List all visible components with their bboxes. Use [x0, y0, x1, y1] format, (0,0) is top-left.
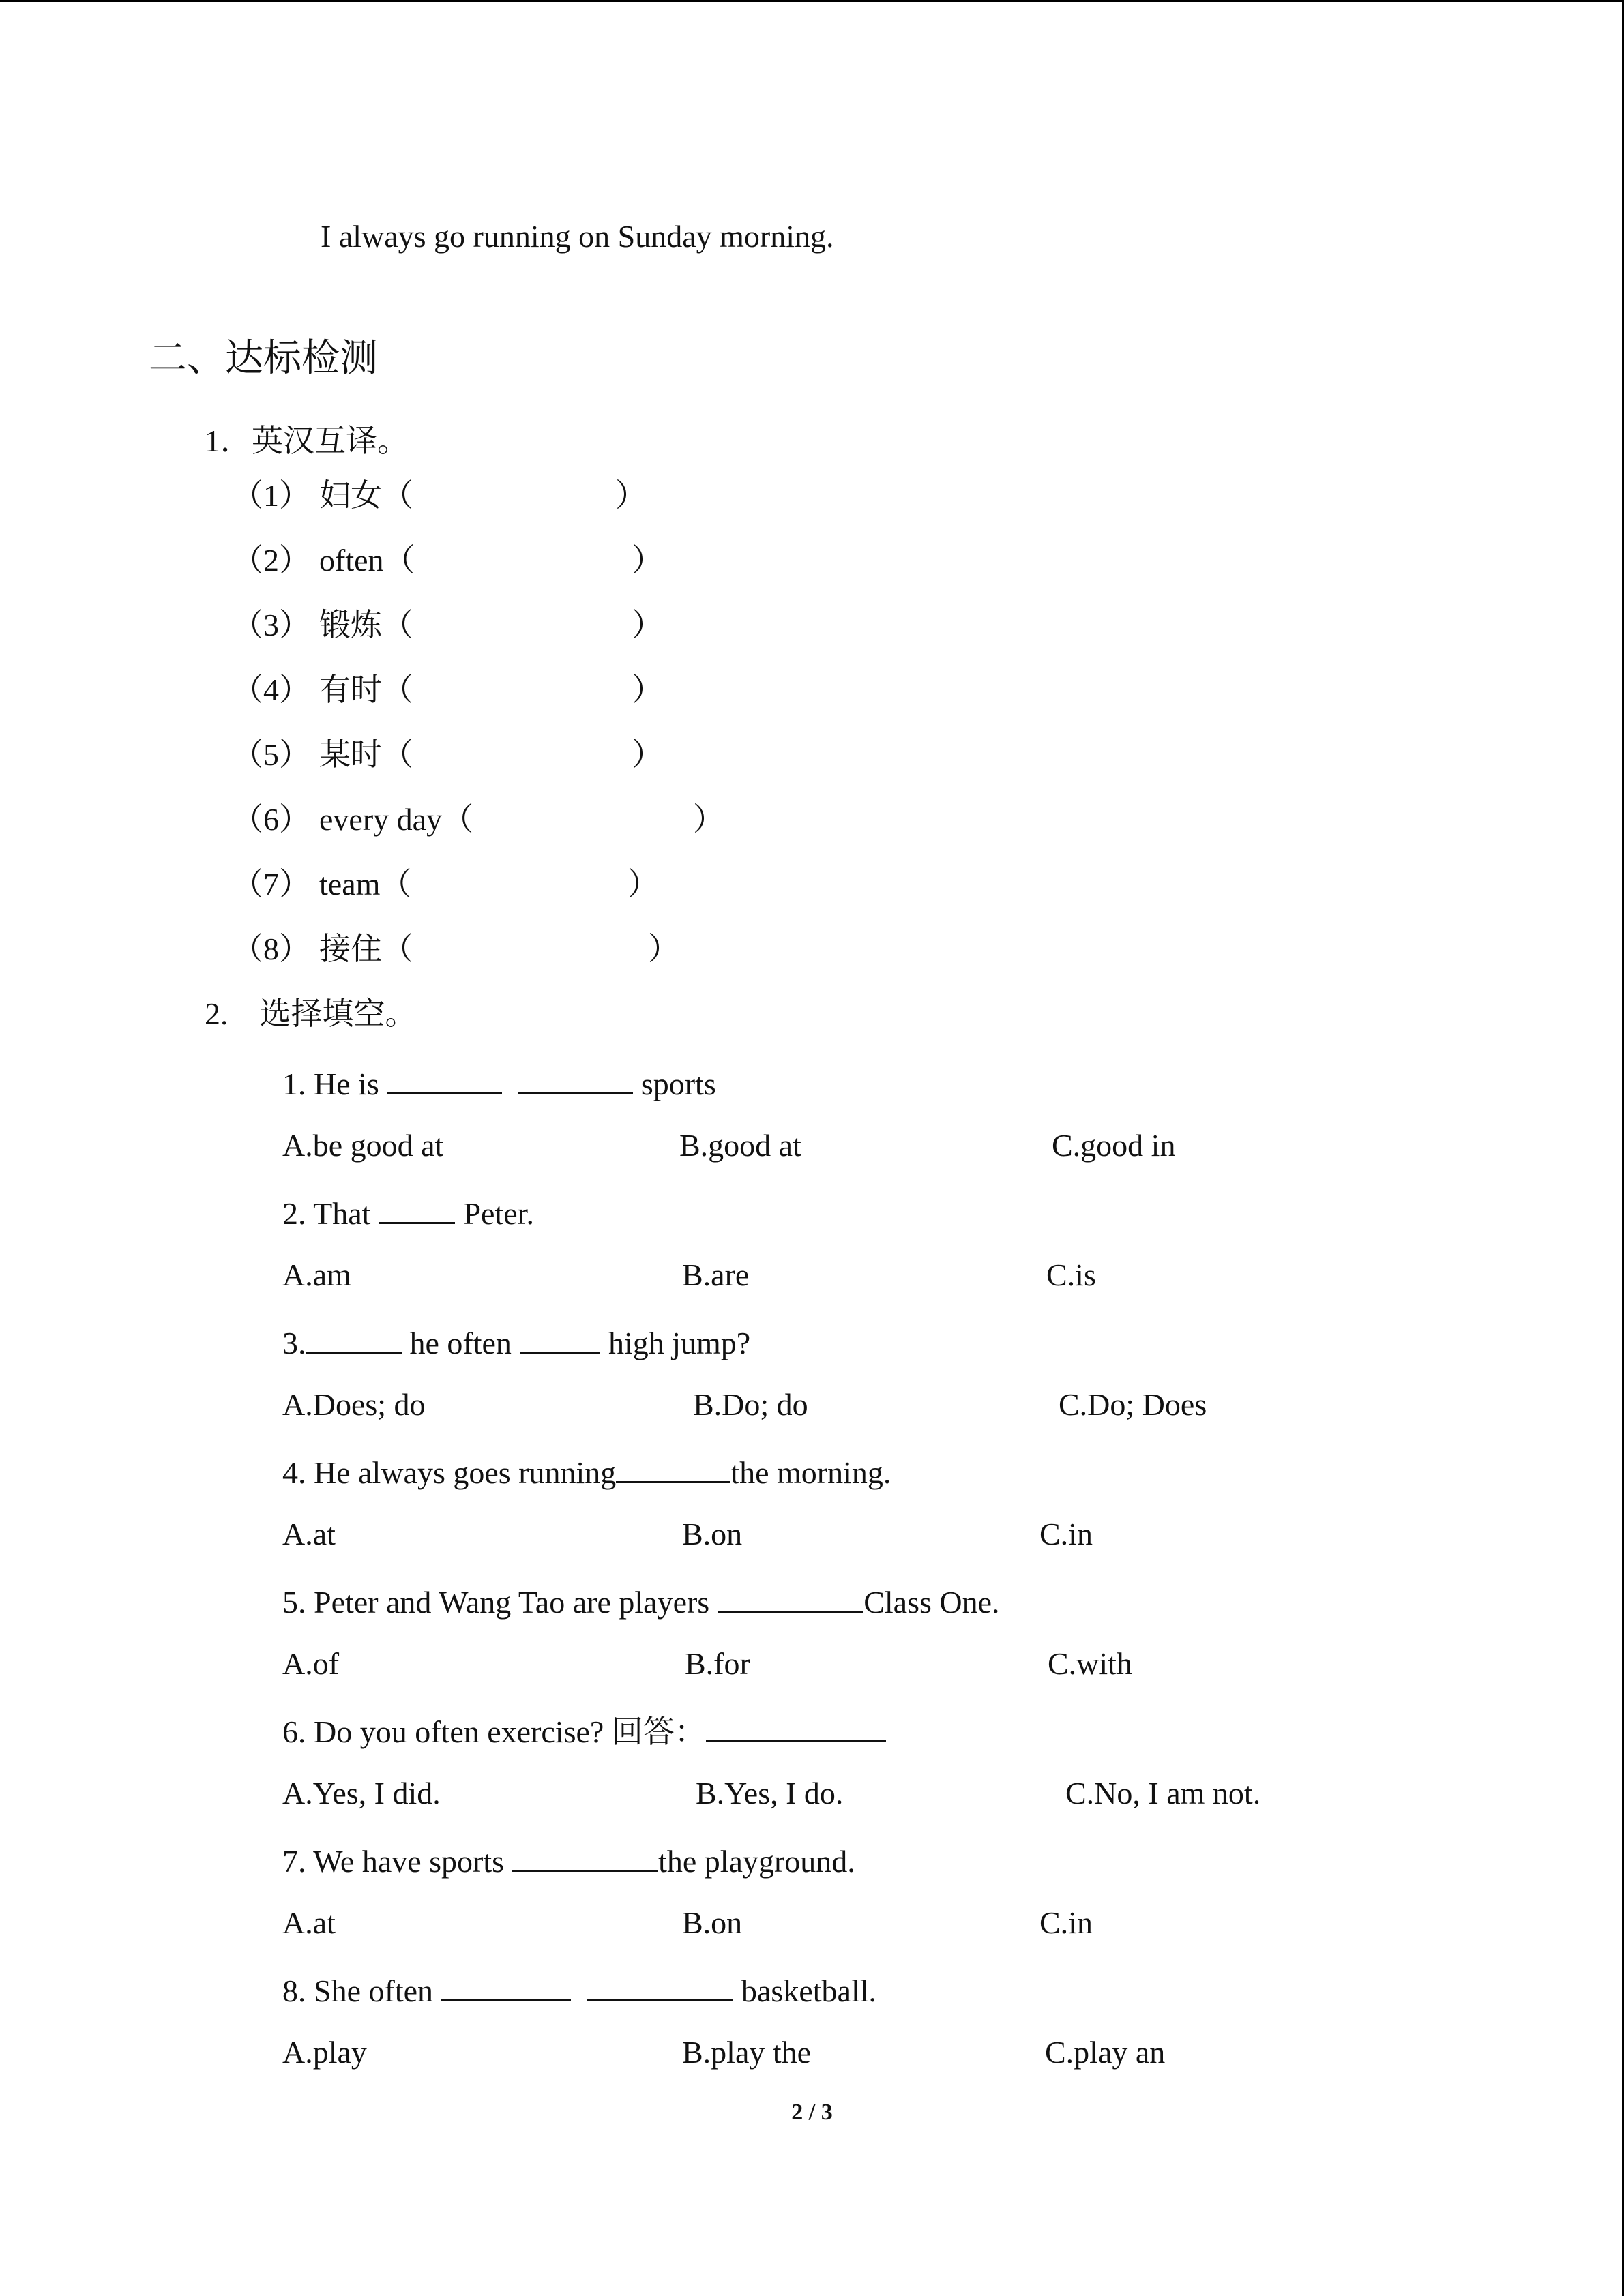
item-word: team（ [319, 867, 412, 901]
question-4 [282, 1451, 891, 1491]
question-text: Peter. [463, 1196, 534, 1231]
option-c: C.in [1039, 1905, 1093, 1940]
question-7 [282, 1840, 855, 1880]
option-a: A.Yes, I did. [282, 1776, 441, 1810]
item-close-paren: ） [648, 931, 679, 966]
item-number: （8） [232, 931, 310, 966]
question-text: 1. He is [282, 1067, 379, 1101]
option-b: B.are [682, 1257, 750, 1292]
option-c: C.with [1048, 1646, 1132, 1681]
option-b: B.good at [679, 1128, 801, 1163]
option-b: B.for [685, 1646, 750, 1681]
option-a: A.be good at [282, 1128, 444, 1163]
page-number: 2 / 3 [791, 2100, 833, 2125]
item-close-paren: ） [632, 672, 663, 707]
item-number: （6） [232, 802, 310, 837]
item-word: 锻炼（ [319, 608, 413, 642]
option-b: B.Do; do [693, 1387, 808, 1422]
answer-blank [706, 1710, 886, 1742]
question-text: 3. [282, 1326, 306, 1360]
question-text: 6. Do you often exercise? 回答： [282, 1714, 706, 1749]
intro-sentence: I always go running on Sunday morning. [321, 219, 834, 254]
option-b: B.on [682, 1905, 743, 1940]
item-word: often（ [319, 543, 415, 578]
item-close-paren: ） [632, 543, 663, 578]
answer-blank [306, 1322, 402, 1354]
item-number: （1） [232, 478, 310, 513]
question-text: 2. That [282, 1196, 371, 1231]
option-a: A.of [282, 1646, 340, 1681]
answer-blank [512, 1840, 658, 1872]
question-text: basketball. [741, 1973, 877, 2008]
exercise1-title: 1．英汉互译。 [205, 423, 409, 458]
answer-blank [441, 1969, 571, 2001]
question-6 [282, 1710, 894, 1750]
answer-blank [616, 1451, 730, 1483]
question-text: sports [640, 1067, 716, 1101]
item-number: （7） [232, 867, 310, 901]
question-2 [282, 1192, 534, 1232]
question-1 [282, 1062, 716, 1103]
option-c: C.Do; Does [1059, 1387, 1207, 1422]
item-word: 接住（ [319, 931, 413, 966]
question-text: 7. We have sports [282, 1844, 505, 1879]
section-heading: 二、达标检测 [149, 338, 378, 380]
option-c: C.is [1046, 1257, 1096, 1292]
question-text: high jump? [608, 1326, 751, 1360]
question-text: 4. He always goes running [282, 1455, 617, 1490]
item-word: 有时（ [319, 672, 413, 707]
question-5 [282, 1581, 1000, 1621]
top-border-line [0, 0, 1624, 2]
item-close-paren: ） [632, 608, 663, 642]
item-number: （4） [232, 672, 310, 707]
answer-blank [718, 1581, 863, 1613]
option-c: C.good in [1052, 1128, 1176, 1163]
option-c: C.play an [1045, 2035, 1166, 2070]
question-text: Class One. [863, 1585, 1000, 1620]
question-text: the playground. [658, 1844, 855, 1879]
item-close-paren: ） [693, 802, 724, 837]
question-text: 8. She often [282, 1973, 434, 2008]
answer-blank [518, 1062, 633, 1094]
exercise2-title: 2. 选择填空。 [205, 996, 417, 1031]
option-a: A.Does; do [282, 1387, 426, 1422]
option-b: B.on [682, 1517, 743, 1551]
answer-blank [587, 1969, 733, 2001]
question-3 [282, 1322, 750, 1362]
item-close-paren: ） [615, 478, 647, 513]
item-number: （2） [232, 543, 310, 578]
option-c: C.in [1039, 1517, 1093, 1551]
answer-blank [520, 1322, 600, 1354]
item-word: 妇女（ [319, 478, 413, 513]
item-close-paren: ） [632, 737, 663, 772]
item-close-paren: ） [628, 867, 659, 901]
question-text: the morning. [730, 1455, 891, 1490]
option-a: A.am [282, 1257, 351, 1292]
item-word: 某时（ [319, 737, 413, 772]
item-word: every day（ [319, 802, 474, 837]
option-b: B.Yes, I do. [696, 1776, 844, 1810]
option-b: B.play the [682, 2035, 812, 2070]
item-number: （5） [232, 737, 310, 772]
item-number: （3） [232, 608, 310, 642]
option-c: C.No, I am not. [1065, 1776, 1261, 1810]
option-a: A.at [282, 1517, 336, 1551]
question-8 [282, 1969, 876, 2010]
option-a: A.at [282, 1905, 336, 1940]
question-text: 5. Peter and Wang Tao are players [282, 1585, 710, 1620]
answer-blank [379, 1192, 455, 1224]
question-text: he often [409, 1326, 512, 1360]
answer-blank [387, 1062, 502, 1094]
option-a: A.play [282, 2035, 367, 2070]
